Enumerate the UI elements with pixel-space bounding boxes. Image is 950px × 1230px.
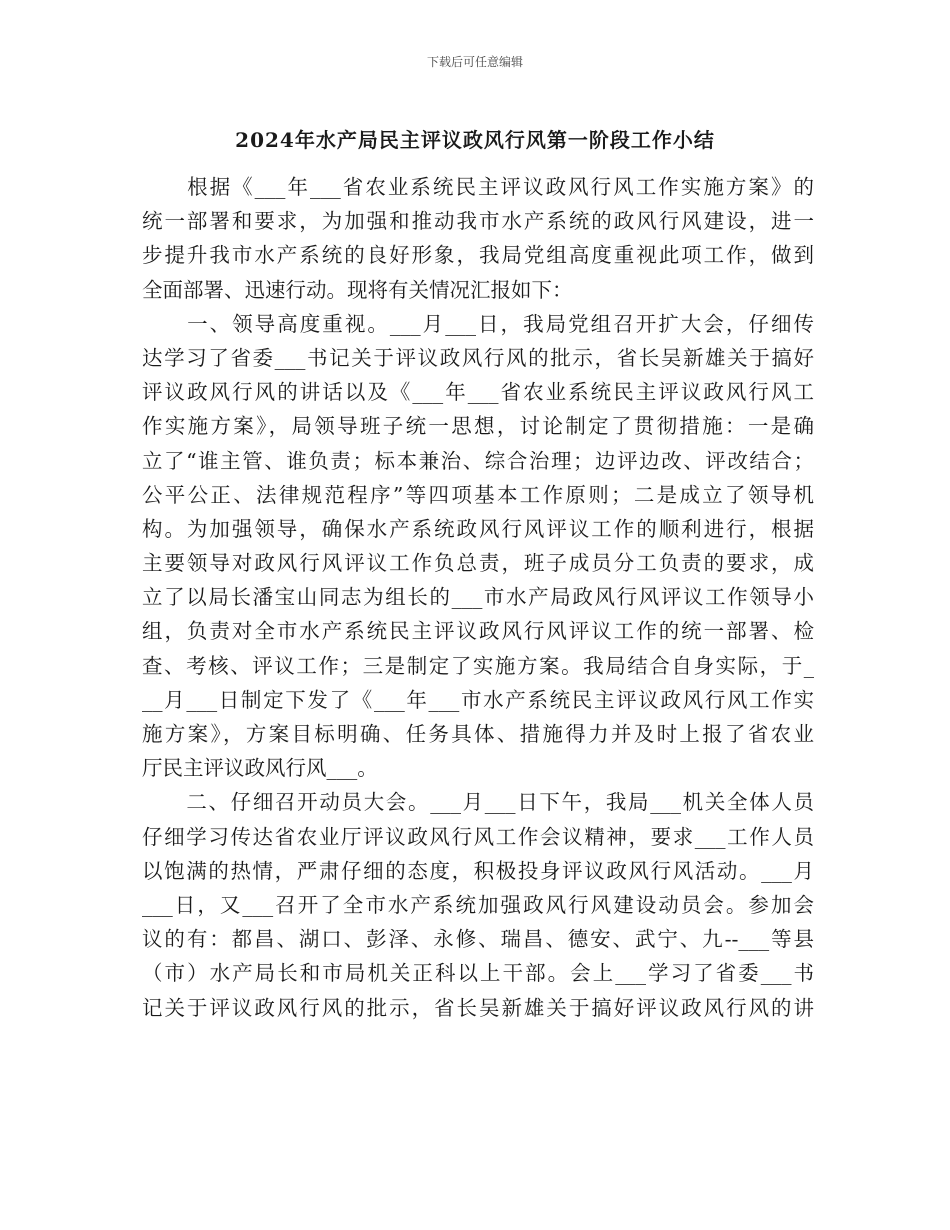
body-line: 仔细学习传达省农业厅评议政风行风工作会议精神，要求___工作人员 (142, 824, 814, 849)
body-line: __月___日制定下发了《___年___市水产系统民主评议政风行风工作实 (142, 687, 814, 712)
body-line: 以饱满的热情，严肃仔细的态度，积极投身评议政风行风活动。___月 (142, 858, 814, 883)
body-line: 主要领导对政风行风评议工作负总责，班子成员分工负责的要求，成 (142, 551, 814, 576)
body-line: 立了以局长潘宝山同志为组长的___市水产局政风行风评议工作领导小 (142, 585, 814, 610)
body-line: 二、仔细召开动员大会。___月___日下午，我局___机关全体人员 (142, 790, 814, 815)
body-line: 统一部署和要求，为加强和推动我市水产系统的政风行风建设，进一 (142, 209, 814, 234)
body-line: ___日，又___召开了全市水产系统加强政风行风建设动员会。参加会 (142, 892, 814, 917)
body-line: 议的有：都昌、湖口、彭泽、永修、瑞昌、德安、武宁、九--___等县 (142, 927, 814, 952)
body-line: 组，负责对全市水产系统民主评议政风行风评议工作的统一部署、检 (142, 619, 814, 644)
body-line: 记关于评议政风行风的批示，省长吴新雄关于搞好评议政风行风的讲 (142, 995, 814, 1020)
body-line: 根据《___年___省农业系统民主评议政风行风工作实施方案》的 (142, 175, 814, 199)
body-line: 构。为加强领导，确保水产系统政风行风评议工作的顺利进行，根据 (142, 516, 814, 541)
body-line: 公平公正、法律规范程序”等四项基本工作原则；二是成立了领导机 (142, 482, 814, 507)
body-line: 查、考核、评议工作；三是制定了实施方案。我局结合自身实际，于_ (142, 653, 814, 678)
body-line: 立了“谁主管、谁负责；标本兼治、综合治理；边评边改、评改结合； (142, 448, 814, 473)
body-line: 评议政风行风的讲话以及《___年___省农业系统民主评议政风行风工 (142, 380, 814, 405)
body-line: 一、领导高度重视。___月___日，我局党组召开扩大会，仔细传 (142, 311, 814, 336)
body-line: 作实施方案》，局领导班子统一思想，讨论制定了贯彻措施：一是确 (142, 414, 814, 439)
document-body (142, 170, 814, 1025)
body-line: 厅民主评议政风行风___。 (142, 756, 378, 781)
page-header-note: 下载后可任意编辑 (426, 55, 523, 69)
body-line: 施方案》，方案目标明确、任务具体、措施得力并及时上报了省农业 (142, 722, 814, 746)
document-title: 2024年水产局民主评议政风行风第一阶段工作小结 (235, 128, 715, 152)
body-line: （市）水产局长和市局机关正科以上干部。会上___学习了省委___书 (142, 961, 814, 986)
body-line: 达学习了省委___书记关于评议政风行风的批示，省长吴新雄关于搞好 (142, 345, 814, 370)
body-line: 全面部署、迅速行动。现将有关情况汇报如下： (142, 277, 573, 302)
body-line: 步提升我市水产系统的良好形象，我局党组高度重视此项工作，做到 (142, 243, 814, 268)
